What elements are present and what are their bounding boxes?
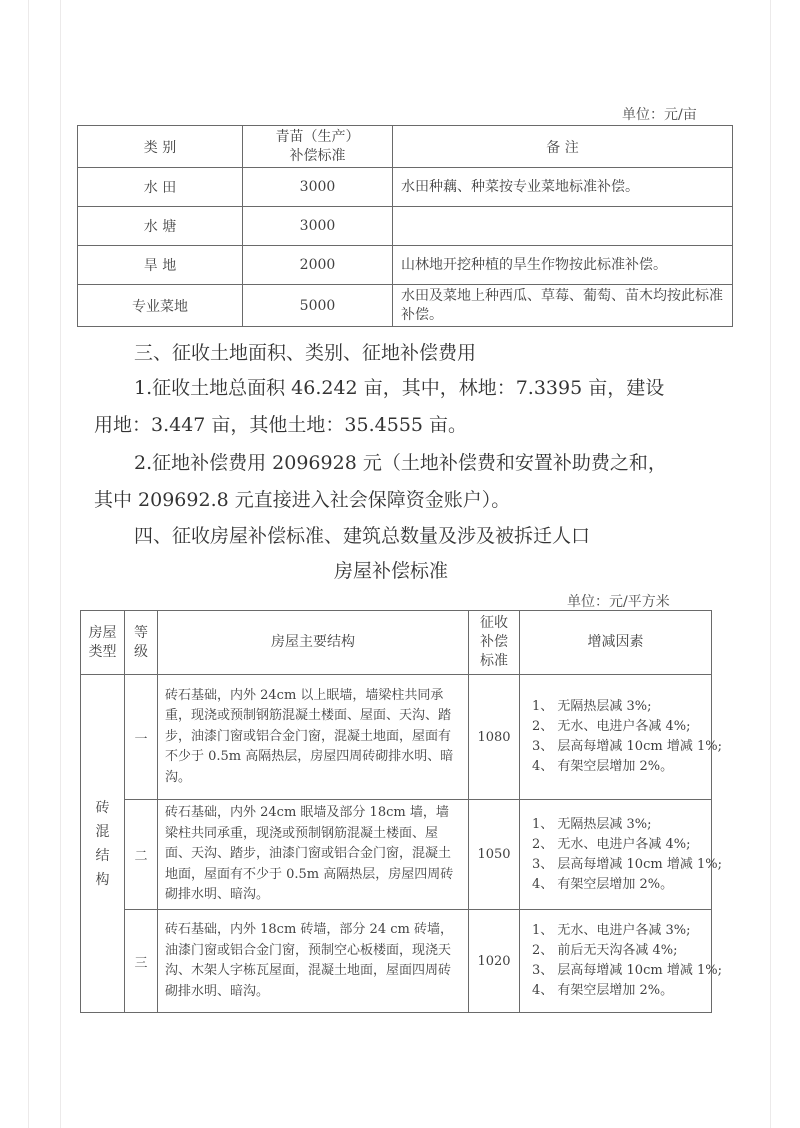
factor-item: 2、 无水、电进户各减 4%; (532, 836, 691, 852)
header-factors-text: 增减因素 (587, 634, 644, 650)
factor-item: 4、 有架空层增加 2%。 (532, 876, 674, 892)
table1-unit: 单位：元/亩 (622, 107, 697, 123)
cell-factors (520, 675, 722, 800)
table-row (78, 168, 733, 207)
scan-artifact (28, 0, 29, 1128)
house-table-title: 房屋补偿标准 (334, 560, 449, 582)
cell-standard: 2000 (243, 246, 393, 285)
cell-structure: 砖石基础，内外 24cm 以上眠墙，墙梁柱共同承重，现浇或预制钢筋混凝土楼面、屋面、天沟、踏步，油漆门窗或铝合金门窗，混凝土地面，屋面有不少于 0.5m 高隔热层，房屋四周砖砌排水明、暗沟。 (158, 675, 469, 800)
factor-item: 1、 无水、电进户各减 3%; (532, 923, 691, 938)
table-row (78, 246, 733, 285)
cell-standard: 3000 (243, 207, 393, 246)
cell-grade: 一 (125, 675, 158, 800)
header-grade (125, 611, 158, 675)
header-note-text: 备 注 (546, 139, 579, 156)
cell-standard: 1050 (469, 800, 520, 910)
section3-para2-line2: 其中 209692.8 元直接进入社会保障资金账户）。 (94, 489, 511, 511)
header-standard-line2: 补偿标准 (289, 147, 346, 164)
cell-structure: 砖石基础，内外 24cm 眠墙及部分 18cm 墙，墙梁柱共同承重，现浇或预制钢筋混凝土楼面、屋面、天沟、踏步，油漆门窗或铝合金门窗，混凝土地面，屋面有不少于 0.5m 高隔热层，房屋四周砖砌排水明、暗沟。 (158, 800, 469, 910)
cell-standard: 1080 (469, 675, 520, 800)
header-note (393, 126, 733, 168)
cell-grade: 三 (125, 910, 158, 1013)
factor-item: 4、 有架空层增加 2%。 (532, 983, 674, 998)
cell-standard: 1020 (469, 910, 520, 1013)
table2-unit: 单位：元/平方米 (567, 594, 670, 610)
cell-category: 水 塘 (78, 207, 243, 246)
table-row (78, 285, 733, 327)
header-structure-text: 房屋主要结构 (271, 634, 355, 650)
cell-note (393, 207, 733, 246)
header-structure (158, 611, 469, 675)
cell-standard: 5000 (243, 285, 393, 327)
scan-artifact (770, 0, 771, 1128)
cell-factors (520, 910, 722, 1013)
table-header-row (81, 611, 712, 675)
header-standard-line1: 青苗（生产） (275, 128, 360, 145)
factor-item: 1、 无隔热层减 3%; (532, 699, 652, 714)
cell-structure: 砖石基础，内外 18cm 砖墙，部分 24 cm 砖墙，油漆门窗或铝合金门窗，预制空心板楼面，现浇天沟、木架人字栋瓦屋面，混凝土地面，屋面四周砖砌排水明、暗沟。 (158, 910, 469, 1013)
cell-note: 水田种藕、种菜按专业菜地标准补偿。 (393, 168, 733, 207)
table-row (78, 207, 733, 246)
header-category (78, 126, 243, 168)
factor-item: 2、 前后无天沟各减 4%; (532, 943, 678, 958)
cell-note: 水田及菜地上种西瓜、草莓、葡萄、苗木均按此标准补偿。 (393, 285, 733, 327)
table-header-row (78, 126, 733, 168)
cell-category: 旱 地 (78, 246, 243, 285)
header-standard (243, 126, 393, 168)
cell-category: 专业菜地 (78, 285, 243, 327)
section3-heading: 三、征收土地面积、类别、征地补偿费用 (134, 342, 477, 364)
section3-para1-line1: 1.征收土地总面积 46.242 亩，其中，林地：7.3395 亩，建设 (134, 377, 665, 399)
header-factors (520, 611, 712, 675)
cell-house-type (81, 675, 125, 1013)
cell-factors (520, 800, 722, 910)
cell-note: 山林地开挖种植的旱生作物按此标准补偿。 (393, 246, 733, 285)
scan-artifact (60, 0, 61, 1128)
factor-item: 3、 层高每增减 10cm 增减 1%; (532, 856, 722, 872)
house-compensation-table (80, 610, 722, 1013)
cell-standard: 3000 (243, 168, 393, 207)
header-grade-text: 等级 (134, 624, 148, 660)
section4-heading: 四、征收房屋补偿标准、建筑总数量及涉及被拆迁人口 (134, 525, 591, 547)
header-standard (469, 611, 520, 675)
section3-para1-line2: 用地：3.447 亩，其他土地：35.4555 亩。 (94, 414, 468, 436)
cell-category: 水 田 (78, 168, 243, 207)
crop-compensation-table (77, 125, 733, 327)
header-house-type-text: 房屋类型 (88, 624, 117, 660)
factor-item: 2、 无水、电进户各减 4%; (532, 719, 691, 734)
header-category-text: 类 别 (143, 139, 177, 156)
factor-item: 3、 层高每增减 10cm 增减 1%; (532, 963, 722, 978)
factor-item: 1、 无隔热层减 3%; (532, 816, 652, 832)
factor-item: 4、 有架空层增加 2%。 (532, 759, 674, 774)
house-type-text: 砖混结构 (95, 799, 110, 888)
header-standard-text: 征收补偿标准 (480, 615, 508, 669)
header-house-type (81, 611, 125, 675)
factor-item: 3、 层高每增减 10cm 增减 1%; (532, 739, 722, 754)
table-row (81, 675, 712, 800)
cell-grade: 二 (125, 800, 158, 910)
table-row (81, 910, 712, 1013)
section3-para2-line1: 2.征地补偿费用 2096928 元（土地补偿费和安置补助费之和， (134, 452, 667, 474)
table-row (81, 800, 712, 910)
